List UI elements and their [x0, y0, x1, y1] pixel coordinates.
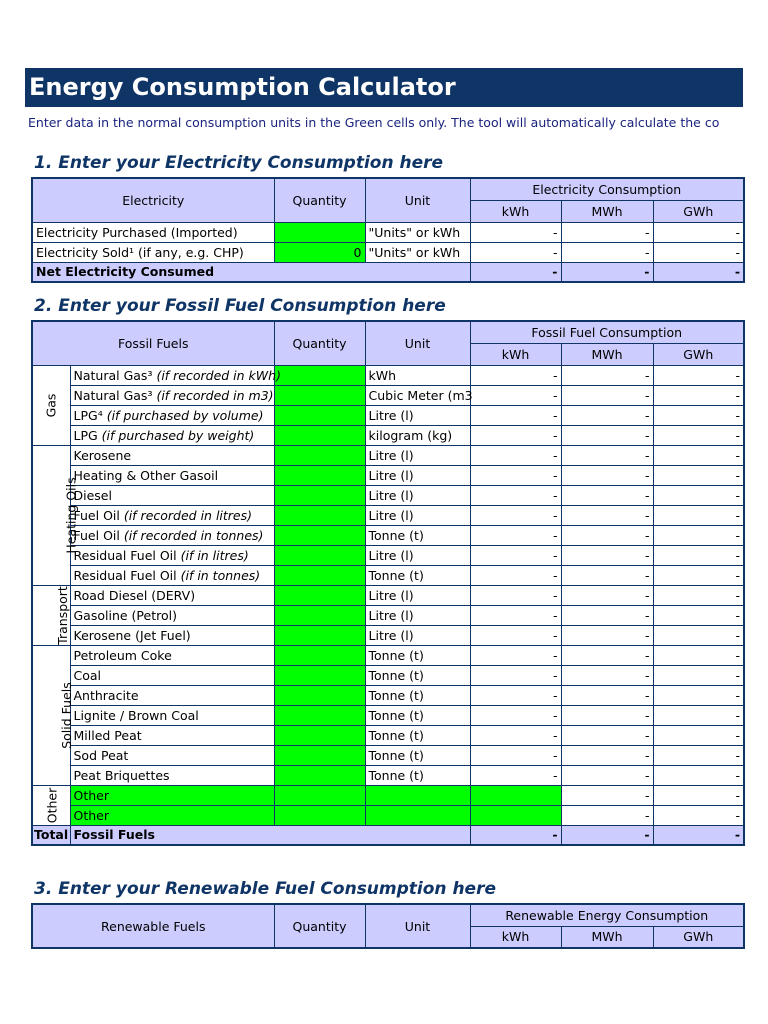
gwh-cell: - [653, 785, 744, 805]
gwh-cell: - [653, 705, 744, 725]
row-label: Electricity Purchased (Imported) [32, 222, 274, 242]
col-header-mwh: MWh [561, 343, 653, 365]
unit-cell: Litre (l) [365, 405, 470, 425]
fuel-name-text: Peat Briquettes [73, 767, 170, 783]
fuel-name-text: Fuel Oil [73, 507, 124, 523]
col-header-unit: Unit [365, 178, 470, 222]
table-row [32, 485, 744, 505]
fuel-name-text: Natural Gas³ [73, 367, 157, 383]
kwh-cell: - [470, 625, 561, 645]
quantity-input[interactable] [274, 385, 365, 405]
unit-cell: Tonne (t) [365, 745, 470, 765]
renewable-section-title: 3. Enter your Renewable Fuel Consumption here [34, 879, 496, 899]
unit-cell: Tonne (t) [365, 525, 470, 545]
kwh-cell: - [470, 505, 561, 525]
table-row [32, 665, 744, 685]
gwh-cell: - [653, 605, 744, 625]
fuel-name-text: Sod Peat [73, 747, 129, 763]
fuel-note: (if purchased by volume) [106, 407, 264, 423]
table-row [32, 685, 744, 705]
col-header-kwh: kWh [470, 926, 561, 948]
gwh-cell: - [653, 805, 744, 825]
unit-cell: Litre (l) [365, 625, 470, 645]
fuel-name-text: Fuel Oil [73, 527, 124, 543]
col-header-renewable-consumption: Renewable Energy Consumption [470, 904, 744, 926]
col-header-gwh: GWh [653, 343, 744, 365]
kwh-cell: - [470, 485, 561, 505]
col-header-fossil-consumption: Fossil Fuel Consumption [470, 321, 744, 343]
kwh-cell: - [470, 645, 561, 665]
fuel-note: (if in tonnes) [180, 567, 261, 583]
mwh-cell: - [561, 485, 653, 505]
fuel-name-text: Diesel [73, 487, 112, 503]
table-row [32, 645, 744, 665]
group-label-text: Heating Oils [63, 476, 79, 554]
table-row [32, 585, 744, 605]
mwh-cell: - [561, 545, 653, 565]
gwh-cell: - [653, 625, 744, 645]
unit-cell: Tonne (t) [365, 565, 470, 585]
table-row [32, 242, 744, 262]
col-header-quantity: Quantity [274, 321, 365, 365]
unit-cell[interactable] [365, 785, 470, 805]
kwh-cell: - [470, 605, 561, 625]
gwh-cell: - [653, 685, 744, 705]
gwh-cell: - [653, 585, 744, 605]
kwh-cell: - [470, 565, 561, 585]
fuel-name-text: Other [73, 807, 109, 823]
table-row [32, 705, 744, 725]
unit-cell: Cubic Meter (m3 [365, 385, 470, 405]
unit-cell: Tonne (t) [365, 685, 470, 705]
fuel-note: (if purchased by weight) [101, 427, 255, 443]
quantity-input[interactable] [274, 565, 365, 585]
mwh-cell: - [561, 385, 653, 405]
col-header-kwh: kWh [470, 200, 561, 222]
col-header-unit: Unit [365, 904, 470, 948]
unit-cell: Tonne (t) [365, 645, 470, 665]
unit-cell: Litre (l) [365, 465, 470, 485]
fuel-name [70, 545, 274, 565]
fuel-note: (if recorded in m3) [156, 387, 274, 403]
fuel-name [70, 605, 274, 625]
fuel-name[interactable] [70, 785, 274, 805]
quantity-input[interactable] [274, 685, 365, 705]
table-row [32, 385, 744, 405]
quantity-input[interactable] [274, 545, 365, 565]
table-row [32, 765, 744, 785]
total-kwh: - [470, 825, 561, 845]
quantity-input[interactable] [274, 425, 365, 445]
col-header-mwh: MWh [561, 200, 653, 222]
table-row [32, 565, 744, 585]
group-label-text: Other [43, 787, 59, 823]
fuel-name [70, 685, 274, 705]
fuel-name-text: Coal [73, 667, 102, 683]
fuel-name-text: Heating & Other Gasoil [73, 467, 219, 483]
quantity-input[interactable] [274, 745, 365, 765]
kwh-cell: - [470, 725, 561, 745]
total-label: Total [32, 825, 70, 845]
fuel-name[interactable] [70, 805, 274, 825]
table-row [32, 545, 744, 565]
fuel-name [70, 765, 274, 785]
table-row [32, 425, 744, 445]
quantity-input[interactable] [274, 505, 365, 525]
kwh-cell: - [470, 685, 561, 705]
gwh-cell: - [653, 365, 744, 385]
gwh-cell: - [653, 645, 744, 665]
mwh-cell: - [561, 505, 653, 525]
group-label-solid [32, 645, 74, 785]
fuel-name [70, 565, 274, 585]
fuel-note: (if recorded in litres) [123, 507, 253, 523]
unit-cell: "Units" or kWh [365, 222, 470, 242]
gwh-cell: - [653, 485, 744, 505]
electricity-section-title: 1. Enter your Electricity Consumption here [34, 153, 444, 173]
quantity-input[interactable] [274, 725, 365, 745]
mwh-cell: - [561, 665, 653, 685]
gwh-cell: - [653, 765, 744, 785]
unit-cell: Litre (l) [365, 445, 470, 465]
kwh-cell: - [470, 385, 561, 405]
fuel-name-text: Other [73, 787, 109, 803]
fuel-name [70, 365, 281, 385]
col-header-gwh: GWh [653, 200, 744, 222]
unit-cell: Litre (l) [365, 485, 470, 505]
unit-cell: Tonne (t) [365, 765, 470, 785]
mwh-cell: - [561, 565, 653, 585]
electricity-table [31, 177, 745, 283]
fuel-note: (if recorded in kWh) [156, 367, 281, 383]
fuel-name-text: Residual Fuel Oil [73, 567, 181, 583]
mwh-cell: - [561, 725, 653, 745]
mwh-cell: - [561, 745, 653, 765]
gwh-cell: - [653, 425, 744, 445]
quantity-input[interactable] [274, 365, 365, 385]
gwh-cell: - [653, 725, 744, 745]
quantity-input[interactable] [274, 405, 365, 425]
mwh-cell: - [561, 425, 653, 445]
quantity-input[interactable] [274, 465, 365, 485]
group-label-transport [32, 585, 70, 645]
mwh-cell: - [561, 785, 653, 805]
mwh-cell: - [561, 585, 653, 605]
gwh-cell: - [653, 525, 744, 545]
unit-cell: Tonne (t) [365, 725, 470, 745]
total-gwh: - [653, 825, 744, 845]
kwh-cell: - [470, 545, 561, 565]
fuel-name [70, 525, 274, 545]
fuel-name-text: Lignite / Brown Coal [73, 707, 199, 723]
kwh-cell: - [470, 405, 561, 425]
fuel-name [70, 505, 274, 525]
table-row [32, 725, 744, 745]
kwh-cell: - [470, 525, 561, 545]
mwh-cell: - [561, 445, 653, 465]
gwh-cell: - [653, 445, 744, 465]
kwh-cell: - [470, 445, 561, 465]
mwh-cell: - [561, 625, 653, 645]
total-kwh: - [470, 262, 561, 282]
total-fossil-label: Fossil Fuels [70, 825, 470, 845]
net-electricity-label: Net Electricity Consumed [32, 262, 470, 282]
col-header-renewable-fuels: Renewable Fuels [32, 904, 274, 948]
renewable-fuels-table [31, 903, 745, 949]
fuel-name-text: Anthracite [73, 687, 139, 703]
fuel-name-text: Kerosene (Jet Fuel) [73, 627, 191, 643]
quantity-input[interactable] [274, 645, 365, 665]
row-label: Electricity Sold¹ (if any, e.g. CHP) [32, 242, 274, 262]
col-header-quantity: Quantity [274, 904, 365, 948]
col-header-electricity: Electricity [32, 178, 274, 222]
kwh-cell: - [470, 465, 561, 485]
unit-cell: Tonne (t) [365, 665, 470, 685]
gwh-cell: - [653, 565, 744, 585]
col-header-kwh: kWh [470, 343, 561, 365]
fuel-name [70, 625, 274, 645]
group-label-text: Solid Fuels [58, 681, 74, 749]
kwh-cell: - [470, 585, 561, 605]
table-row [32, 785, 744, 805]
col-header-gwh: GWh [653, 926, 744, 948]
quantity-input[interactable] [274, 525, 365, 545]
quantity-input[interactable] [274, 485, 365, 505]
unit-cell: Litre (l) [365, 585, 470, 605]
mwh-cell: - [561, 222, 653, 242]
kwh-cell[interactable] [470, 785, 561, 805]
fuel-name-text: Gasoline (Petrol) [73, 607, 177, 623]
quantity-input[interactable] [274, 785, 365, 805]
fuel-name [70, 725, 274, 745]
table-row [32, 465, 744, 485]
fuel-name [70, 445, 274, 465]
quantity-input[interactable]: 0 [274, 242, 365, 262]
unit-cell: Litre (l) [365, 605, 470, 625]
kwh-cell: - [470, 365, 561, 385]
group-label-text: Gas [43, 393, 59, 417]
col-header-fossil-fuels: Fossil Fuels [32, 321, 274, 365]
gwh-cell: - [653, 545, 744, 565]
fuel-name-text: LPG⁴ [73, 407, 107, 423]
kwh-cell: - [470, 665, 561, 685]
fuel-name-text: Petroleum Coke [73, 647, 172, 663]
fuel-name [70, 665, 274, 685]
col-header-mwh: MWh [561, 926, 653, 948]
col-header-electricity-consumption: Electricity Consumption [470, 178, 744, 200]
quantity-input[interactable] [274, 585, 365, 605]
table-row [32, 505, 744, 525]
table-row [32, 405, 744, 425]
gwh-cell: - [653, 385, 744, 405]
total-row [32, 825, 744, 845]
unit-cell[interactable] [365, 805, 470, 825]
mwh-cell: - [561, 405, 653, 425]
col-header-unit: Unit [365, 321, 470, 365]
total-mwh: - [561, 825, 653, 845]
fuel-name [70, 405, 274, 425]
unit-cell: Litre (l) [365, 545, 470, 565]
mwh-cell: - [561, 805, 653, 825]
mwh-cell: - [561, 645, 653, 665]
fuel-name-text: LPG [73, 427, 102, 443]
mwh-cell: - [561, 605, 653, 625]
mwh-cell: - [561, 242, 653, 262]
fossil-section-title: 2. Enter your Fossil Fuel Consumption here [34, 296, 446, 316]
table-row [32, 365, 744, 385]
table-row [32, 625, 744, 645]
fuel-name [70, 705, 274, 725]
total-mwh: - [561, 262, 653, 282]
fuel-name [70, 465, 274, 485]
gwh-cell: - [653, 465, 744, 485]
quantity-input[interactable] [274, 222, 365, 242]
unit-cell: Litre (l) [365, 505, 470, 525]
fossil-fuels-table [31, 320, 745, 846]
mwh-cell: - [561, 685, 653, 705]
total-row [32, 262, 744, 282]
gwh-cell: - [653, 405, 744, 425]
kwh-cell[interactable] [470, 805, 561, 825]
gwh-cell: - [653, 242, 744, 262]
unit-cell: kWh [365, 365, 470, 385]
gwh-cell: - [653, 222, 744, 242]
mwh-cell: - [561, 525, 653, 545]
group-label-other [32, 785, 70, 825]
quantity-input[interactable] [274, 605, 365, 625]
kwh-cell: - [470, 242, 561, 262]
table-row [32, 805, 744, 825]
fuel-note: (if recorded in tonnes) [123, 527, 264, 543]
quantity-input[interactable] [274, 665, 365, 685]
fuel-note: (if in litres) [180, 547, 249, 563]
kwh-cell: - [470, 222, 561, 242]
fuel-name [70, 585, 274, 605]
fuel-name [70, 385, 274, 405]
fuel-name-text: Kerosene [73, 447, 132, 463]
mwh-cell: - [561, 705, 653, 725]
mwh-cell: - [561, 765, 653, 785]
group-label-text: Transport [54, 585, 70, 645]
quantity-input[interactable] [274, 445, 365, 465]
mwh-cell: - [561, 465, 653, 485]
fuel-name [70, 645, 274, 665]
kwh-cell: - [470, 705, 561, 725]
gwh-cell: - [653, 665, 744, 685]
quantity-input[interactable] [274, 765, 365, 785]
unit-cell: Tonne (t) [365, 705, 470, 725]
group-label-heating [32, 445, 79, 585]
fuel-name [70, 485, 274, 505]
total-gwh: - [653, 262, 744, 282]
table-row [32, 445, 744, 465]
kwh-cell: - [470, 425, 561, 445]
kwh-cell: - [470, 745, 561, 765]
quantity-input[interactable] [274, 625, 365, 645]
unit-cell: "Units" or kWh [365, 242, 470, 262]
quantity-input[interactable] [274, 705, 365, 725]
kwh-cell: - [470, 765, 561, 785]
unit-cell: kilogram (kg) [365, 425, 470, 445]
fuel-name-text: Milled Peat [73, 727, 142, 743]
fuel-name-text: Natural Gas³ [73, 387, 157, 403]
page-title: Energy Consumption Calculator [25, 68, 743, 107]
col-header-quantity: Quantity [274, 178, 365, 222]
table-row [32, 222, 744, 242]
gwh-cell: - [653, 505, 744, 525]
mwh-cell: - [561, 365, 653, 385]
gwh-cell: - [653, 745, 744, 765]
instructions-text: Enter data in the normal consumption units in the Green cells only. The tool will automatically calculate the co [28, 115, 720, 130]
table-row [32, 525, 744, 545]
fuel-name [70, 745, 274, 765]
quantity-input[interactable] [274, 805, 365, 825]
fuel-name [70, 425, 274, 445]
table-row [32, 745, 744, 765]
group-label-gas [32, 365, 70, 445]
table-row [32, 605, 744, 625]
fuel-name-text: Road Diesel (DERV) [73, 587, 196, 603]
fuel-name-text: Residual Fuel Oil [73, 547, 181, 563]
